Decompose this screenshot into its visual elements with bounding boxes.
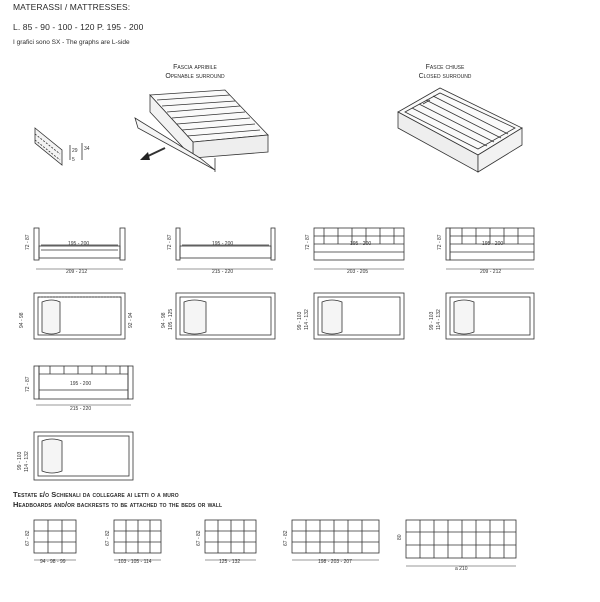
elev3-inner: 195 - 200 (350, 241, 372, 247)
plan5-right: 114 - 132 (24, 451, 30, 472)
hb1-height: 67 - 82 (25, 530, 31, 546)
elev2-height: 72 - 87 (167, 234, 173, 250)
closed-caption-en: Closed surround (418, 73, 472, 80)
detail-dim-2: 34 (84, 146, 90, 152)
plan-5 (34, 432, 133, 480)
elev2-width: 215 - 220 (212, 269, 234, 275)
hb5-width: a 210 (455, 566, 468, 572)
elev4-width: 209 - 212 (480, 269, 502, 275)
closed-caption-it: Fasce chiuse (425, 64, 465, 71)
plan-1 (34, 293, 125, 339)
headboard-3 (205, 520, 256, 560)
elevation-2 (176, 228, 275, 269)
elev4-height: 72 - 87 (437, 234, 443, 250)
plan2-right: 105 - 125 (168, 308, 174, 330)
elev3-height: 72 - 87 (305, 234, 311, 250)
elev1-inner: 195 - 200 (68, 241, 90, 247)
detail-dim-3: 5 (72, 157, 75, 163)
graphs-note: I grafici sono SX - The graphs are L-side (13, 39, 130, 46)
plan2-left: 94 - 98 (161, 312, 167, 328)
mattress-title: MATERASSI / MATTRESSES: (13, 2, 131, 12)
hb4-height: 67 - 82 (283, 530, 289, 546)
elev5-inner: 195 - 200 (70, 381, 92, 387)
detail-dim-1: 29 (72, 148, 78, 154)
openable-caption-en: Openable surround (165, 73, 225, 80)
headboard-4 (292, 520, 379, 560)
plan-4 (446, 293, 534, 339)
plan4-left: 99 - 103 (429, 311, 435, 330)
hb3-height: 67 - 82 (196, 530, 202, 546)
plan3-right: 114 - 132 (304, 309, 310, 330)
hb2-height: 67 - 82 (105, 530, 111, 546)
plan3-left: 99 - 103 (297, 311, 303, 330)
headboard-5 (406, 520, 516, 566)
plan-2 (176, 293, 275, 339)
hb3-width: 125 - 132 (219, 559, 241, 565)
open-arrow-icon (140, 148, 165, 160)
openable-caption-it: Fascia apribile (173, 64, 217, 71)
closed-bed-drawing (398, 88, 522, 172)
hb5-height: 80 (397, 534, 403, 540)
hb2-width: 103 - 105 - 114 (118, 559, 152, 565)
headboard-2 (114, 520, 161, 560)
headboard-caption-en: Headboards and/or backrests to be attached to the beds or wall (13, 500, 223, 509)
plan-3 (314, 293, 404, 339)
elev3-width: 203 - 205 (347, 269, 369, 275)
elev1-height: 72 - 87 (25, 234, 31, 250)
elevation-1 (34, 228, 125, 269)
mattress-sizes: L. 85 - 90 - 100 - 120 P. 195 - 200 (13, 22, 144, 32)
elev2-inner: 195 - 200 (212, 241, 234, 247)
headboard-1 (34, 520, 76, 560)
openable-bed-drawing (135, 90, 268, 172)
elev5-width: 215 - 220 (70, 406, 92, 412)
plan5-left: 99 - 103 (17, 451, 23, 470)
elevation-3 (314, 228, 404, 269)
plan4-right: 114 - 132 (436, 309, 442, 330)
headboard-caption-it: Testate e/o Schienali da collegare ai letti o a muro (13, 490, 179, 499)
hb4-width: 198 - 203 - 207 (318, 559, 352, 565)
hb1-width: 94 - 98 - 99 (40, 559, 66, 565)
elev5-height: 72 - 87 (25, 376, 31, 392)
elevation-4 (446, 228, 534, 269)
elev1-width: 209 - 212 (66, 269, 88, 275)
plan1-right: 92 - 94 (128, 312, 134, 328)
plan1-left: 94 - 98 (19, 312, 25, 328)
elev4-inner: 195 - 200 (482, 241, 504, 247)
